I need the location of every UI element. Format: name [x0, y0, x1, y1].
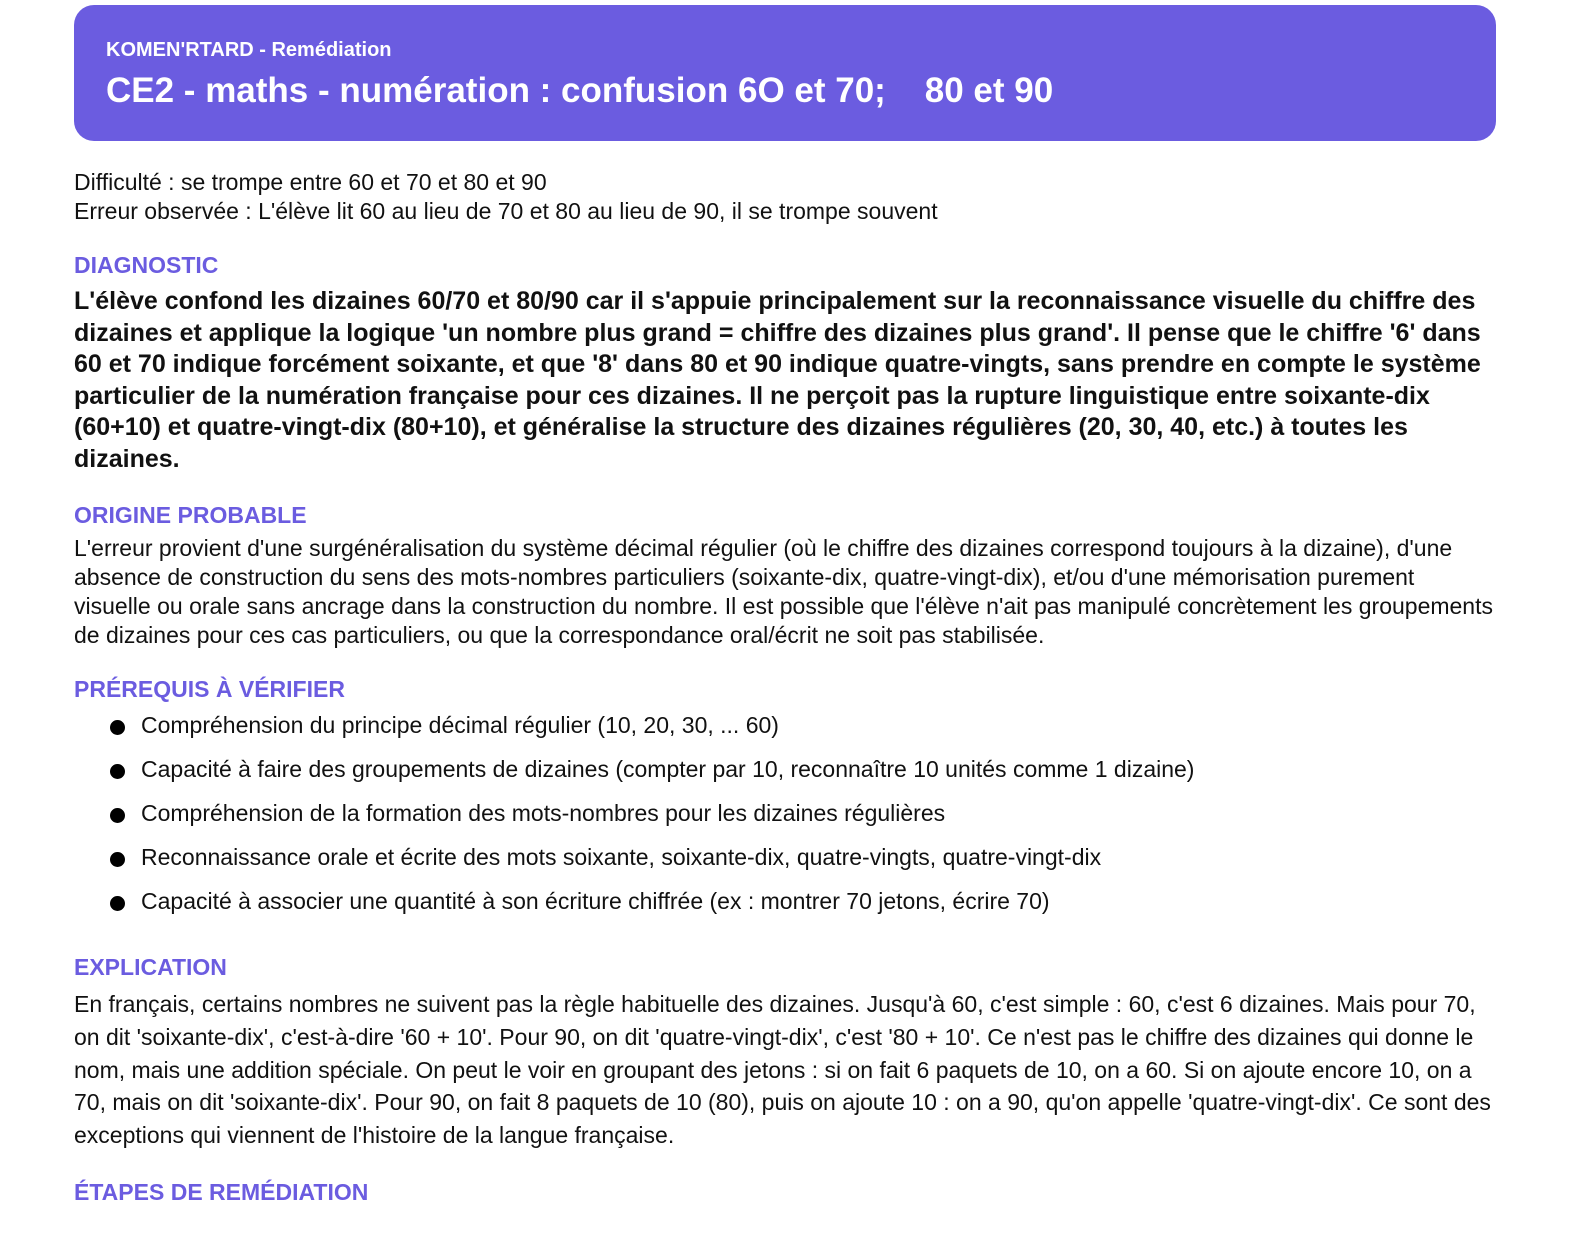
prerequisites-section: [74, 674, 1494, 916]
list-item-text: Compréhension de la formation des mots-nombres pour les dizaines régulières: [141, 800, 946, 827]
origin-heading: ORIGINE PROBABLE: [74, 501, 307, 528]
header-banner: [74, 5, 1496, 141]
page-title: CE2 - maths - numération : confusion 6O et 70; 80 et 90: [106, 71, 1054, 110]
bullet-icon: [110, 808, 125, 823]
list-item: [110, 842, 1494, 872]
explanation-text: En français, certains nombres ne suivent pas la règle habituelle des dizaines. Jusqu'à 60, c'est simple : 60, c'est 6 dizaines. Mais pour 70, on dit 'soixante-dix', c'est-à-dire '60 + 10'. Pour 90, on dit 'quatre-vingt-dix', c'est '80 + 10'. Ce n'est pas le chiffre des dizaines qui donne le nom, mais une addition spéciale. On peut le voir en groupant des jetons : si on fait 6 paquets de 10, on a 60. Si on ajoute encore 10, on a 70, mais on dit 'soixante-dix'. Pour 90, on fait 8 paquets de 10 (80), puis on ajoute 10 : on a 90, qu'on appelle 'quatre-vingt-dix'. Ce sont des exceptions qui viennent de l'histoire de la langue française.: [74, 991, 1491, 1148]
list-item: [110, 754, 1494, 784]
diagnostic-heading: DIAGNOSTIC: [74, 252, 219, 278]
bullet-icon: [110, 852, 125, 867]
list-item-text: Capacité à associer une quantité à son écriture chiffrée (ex : montrer 70 jetons, écrire 70): [141, 888, 1050, 915]
diagnostic-text: L'élève confond les dizaines 60/70 et 80/90 car il s'appuie principalement sur la reconnaissance visuelle du chiffre des dizaines et applique la logique 'un nombre plus grand = chiffre des dizaines plus grand'. Il pense que le chiffre '6' dans 60 et 70 indique forcément soixante, et que '8' dans 80 et 90 indique quatre-vingts, sans prendre en compte le système particulier de la numération française pour ces dizaines. Il ne perçoit pas la rupture linguistique entre soixante-dix (60+10) et quatre-vingt-dix (80+10), et généralise la structure des dizaines régulières (20, 30, 40, etc.) à toutes les dizaines.: [74, 287, 1481, 473]
list-item-text: Reconnaissance orale et écrite des mots soixante, soixante-dix, quatre-vingts, quatre-vingt-dix: [141, 844, 1102, 871]
app-brand: KOMEN'RTARD - Remédiation: [106, 39, 392, 61]
origin-section: [74, 500, 1494, 651]
list-item-text: Compréhension du principe décimal régulier (10, 20, 30, ... 60): [141, 712, 779, 739]
difficulty-line: Difficulté : se trompe entre 60 et 70 et 80 et 90: [74, 169, 547, 195]
remediation-section: [74, 1177, 1494, 1207]
remediation-heading: ÉTAPES DE REMÉDIATION: [74, 1179, 369, 1206]
list-item: [110, 886, 1494, 916]
origin-text: L'erreur provient d'une surgénéralisation du système décimal régulier (où le chiffre des dizaines correspond toujours à la dizaine), d'une absence de construction du sens des mots-nombres particuliers (soixante-dix, quatre-vingt-dix), et/ou d'une mémorisation purement visuelle ou orale sans ancrage dans la construction du nombre. Il est possible que l'élève n'ait pas manipulé concrètement les groupements de dizaines pour ces cas particuliers, ou que la correspondance oral/écrit ne soit pas stabilisée.: [74, 534, 1493, 649]
list-item: [110, 798, 1494, 828]
prerequisites-heading: PRÉREQUIS À VÉRIFIER: [74, 676, 345, 703]
diagnostic-section: [74, 250, 1494, 476]
bullet-icon: [110, 764, 125, 779]
list-item-text: Capacité à faire des groupements de dizaines (compter par 10, reconnaître 10 unités comme 1 dizaine): [141, 756, 1195, 783]
explanation-section: [74, 952, 1494, 1151]
explanation-heading: EXPLICATION: [74, 954, 227, 981]
list-item: [110, 710, 1494, 740]
prerequisites-list: [74, 710, 1494, 916]
bullet-icon: [110, 720, 125, 735]
observed-error-line: Erreur observée : L'élève lit 60 au lieu de 70 et 80 au lieu de 90, il se trompe souvent: [74, 198, 938, 224]
main-content: [74, 168, 1494, 1207]
bullet-icon: [110, 896, 125, 911]
